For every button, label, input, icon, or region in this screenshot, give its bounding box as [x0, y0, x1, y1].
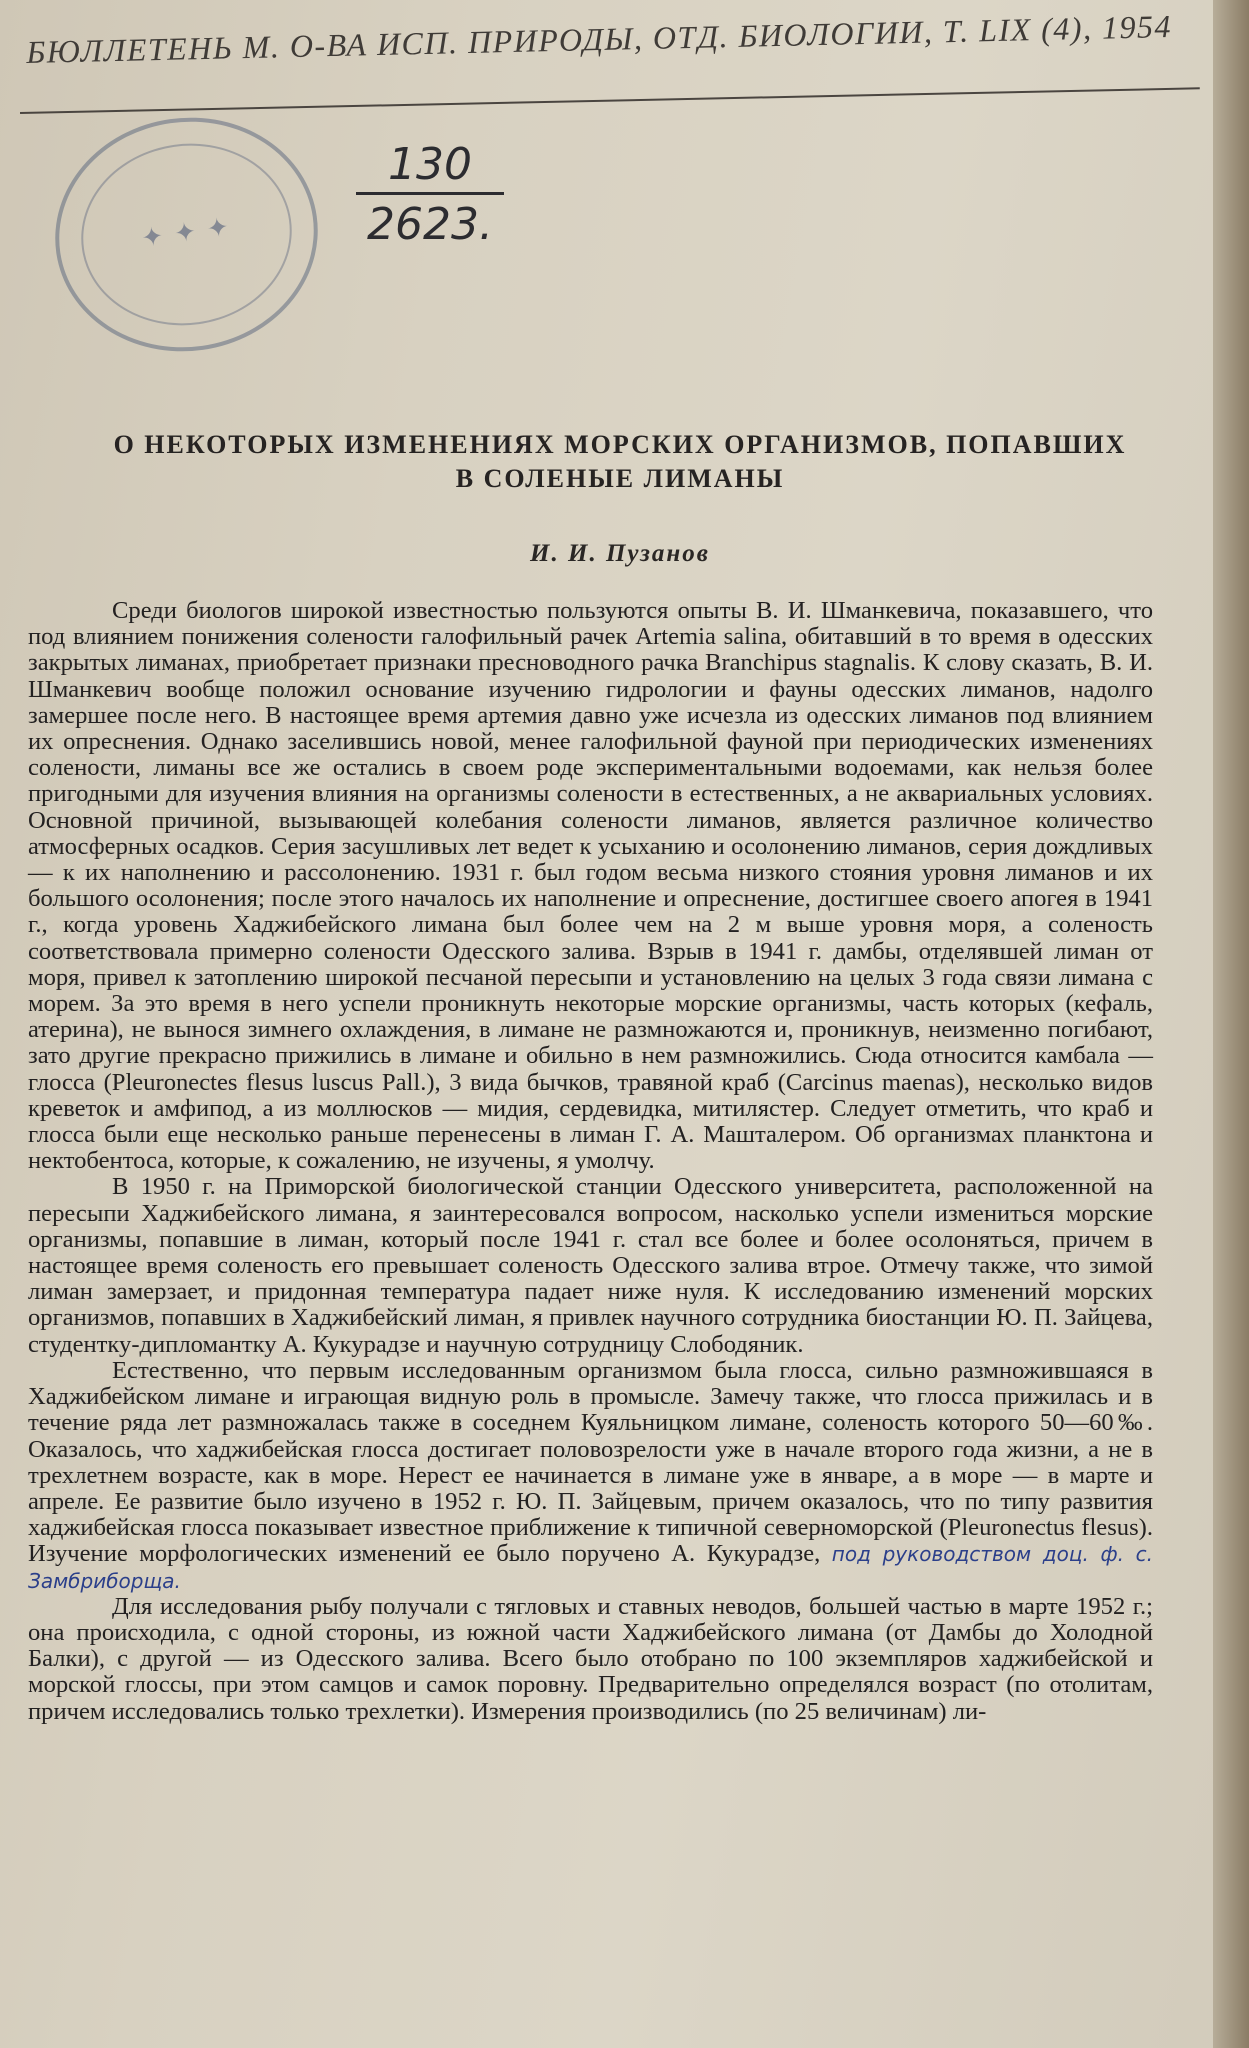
paragraph-3-text: Естественно, что первым исследованным организмом была глосса, сильно размножившаяся в Хаджибейском лимане и играющая видную роль в промысле. Замечу также, что глосса прижилась и в течение ряда лет размножалась также в соседнем Куяльницком лимане, соленость которого 50—60‰. Оказалось, что хаджибейская глосса достигает половозрелости уже в начале второго года жизни, а не в трехлетнем возрасте, как в море. Нерест ее начинается в лимане уже в январе, а в море — в марте и апреле. Ее развитие было изучено в 1952 г. Ю. П. Зайцевым, причем оказалось, что по типу развития хаджибейская глосса показывает известное приближение к типичной северноморской (Pleuronectus flesus). Изучение морфологических изменений ее было поручено А. Кукурадзе, [28, 1356, 1153, 1568]
paragraph-4: Для исследования рыбу получали с тягловых и ставных неводов, большей частью в марте 1952 г.; она происходила, с одной стороны, из южной части Хаджибейского лимана (от Дамбы до Холодной Балки), с другой — из Одесского залива. Всего было отобрано по 100 экземпляров хаджибейской и морской глоссы, при этом самцов и самок поровну. Предварительно определялся возраст (по отолитам, причем исследовались только трехлетки). Измерения производились (по 25 величинам) ли- [28, 1592, 1153, 1725]
article-body [28, 598, 1153, 1725]
paragraph-3 [28, 1358, 1153, 1594]
paragraph-1: Среди биологов широкой известностью пользуются опыты В. И. Шманкевича, показавшего, что под влиянием понижения солености галофильный рачек Artemia salina, обитавший в то время в одесских закрытых лиманах, приобретает признаки пресноводного рачка Branchipus stagnalis. К слову сказать, В. И. Шманкевич вообще положил основание изучению гидрологии и фауны одесских лиманов, надолго замершее после него. В настоящее время артемия давно уже исчезла из одесских лиманов под влиянием их опреснения. Однако заселившись новой, менее галофильной фауной при периодических изменениях солености, лиманы все же остались в своем роде экспериментальными водоемами, как нельзя более пригодными для изучения влияния на организмы солености в естественных, а не аквариальных условиях. Основной причиной, вызывающей колебания солености лиманов, является различное количество атмосферных осадков. Серия засушливых лет ведет к усыханию и осолонению лиманов, серия дождливых — к их наполнению и рассолонению. 1931 г. был годом весьма низкого стояния уровня лиманов и их большого осолонения; после этого началось их наполнение и опреснение, достигшее своего апогея в 1941 г., когда уровень Хаджибейского лимана был более чем на 2 м выше уровня моря, а соленость соответствовала примерно солености Одесского залива. Взрыв в 1941 г. дамбы, отделявшей лиман от моря, привел к затоплению широкой песчаной пересыпи и установлению на целых 3 года связи лимана с морем. За это время в него успели проникнуть некоторые морские организмы, часть которых (кефаль, атерина), не вынося зимнего охлаждения, в лимане не размножаются и, проникнув, неизменно погибают, зато другие прекрасно прижились в лимане и обильно в нем размножились. Сюда относится камбала — глосса (Pleuronectes flesus luscus Pall.), 3 вида бычков, травяной краб (Carcinus maenas), несколько видов креветок и амфипод, а из моллюсков — мидия, сердевидка, митилястер. Следует отметить, что краб и глосса были еще несколько раньше перенесены в лиман Г. А. Машталером. Об организмах планктона и нектобентоса, которые, к сожалению, не изучены, я умолчу. [28, 597, 1153, 1175]
title-line-2: В СОЛЕНЫЕ ЛИМАНЫ [455, 464, 785, 493]
running-head: БЮЛЛЕТЕНЬ М. О-ВА ИСП. ПРИРОДЫ, ОТД. БИОЛОГИИ, Т. LIX (4), 1954 [26, 8, 1173, 70]
article-title [70, 428, 1170, 496]
shelfmark [350, 138, 510, 255]
page-edge [1213, 0, 1249, 2048]
header-rule [20, 87, 1200, 114]
author: И. И. Пузанов [530, 540, 710, 567]
library-stamp [40, 101, 333, 368]
title-line-1: О НЕКОТОРЫХ ИЗМЕНЕНИЯХ МОРСКИХ ОРГАНИЗМОВ, ПОПАВШИХ [113, 430, 1127, 459]
paragraph-2: В 1950 г. на Приморской биологической станции Одесского университета, расположенной на пересыпи Хаджибейского лимана, я заинтересовался вопросом, насколько успели измениться морские организмы, попавшие в лиман, который после 1941 г. стал все более и более осолоняться, причем в настоящее время соленость его превышает соленость Одесского залива втрое. Отмечу также, что зимой лиман замерзает, и придонная температура падает ниже нуля. К исследованию изменений морских организмов, попавших в Хаджибейский лиман, я привлек научного сотрудника биостанции Ю. П. Зайцева, студентку-дипломантку А. Кукурадзе и научную сотрудницу Слободяник. [28, 1173, 1153, 1358]
library-stamp-seal: ✦ ✦ ✦ [139, 210, 233, 254]
handwritten-note: под руководством доц. ф. с. Замбриборща. [28, 1542, 1154, 1593]
shelfmark-bottom: 2623. [367, 199, 493, 250]
shelfmark-top: 130 [388, 139, 472, 190]
